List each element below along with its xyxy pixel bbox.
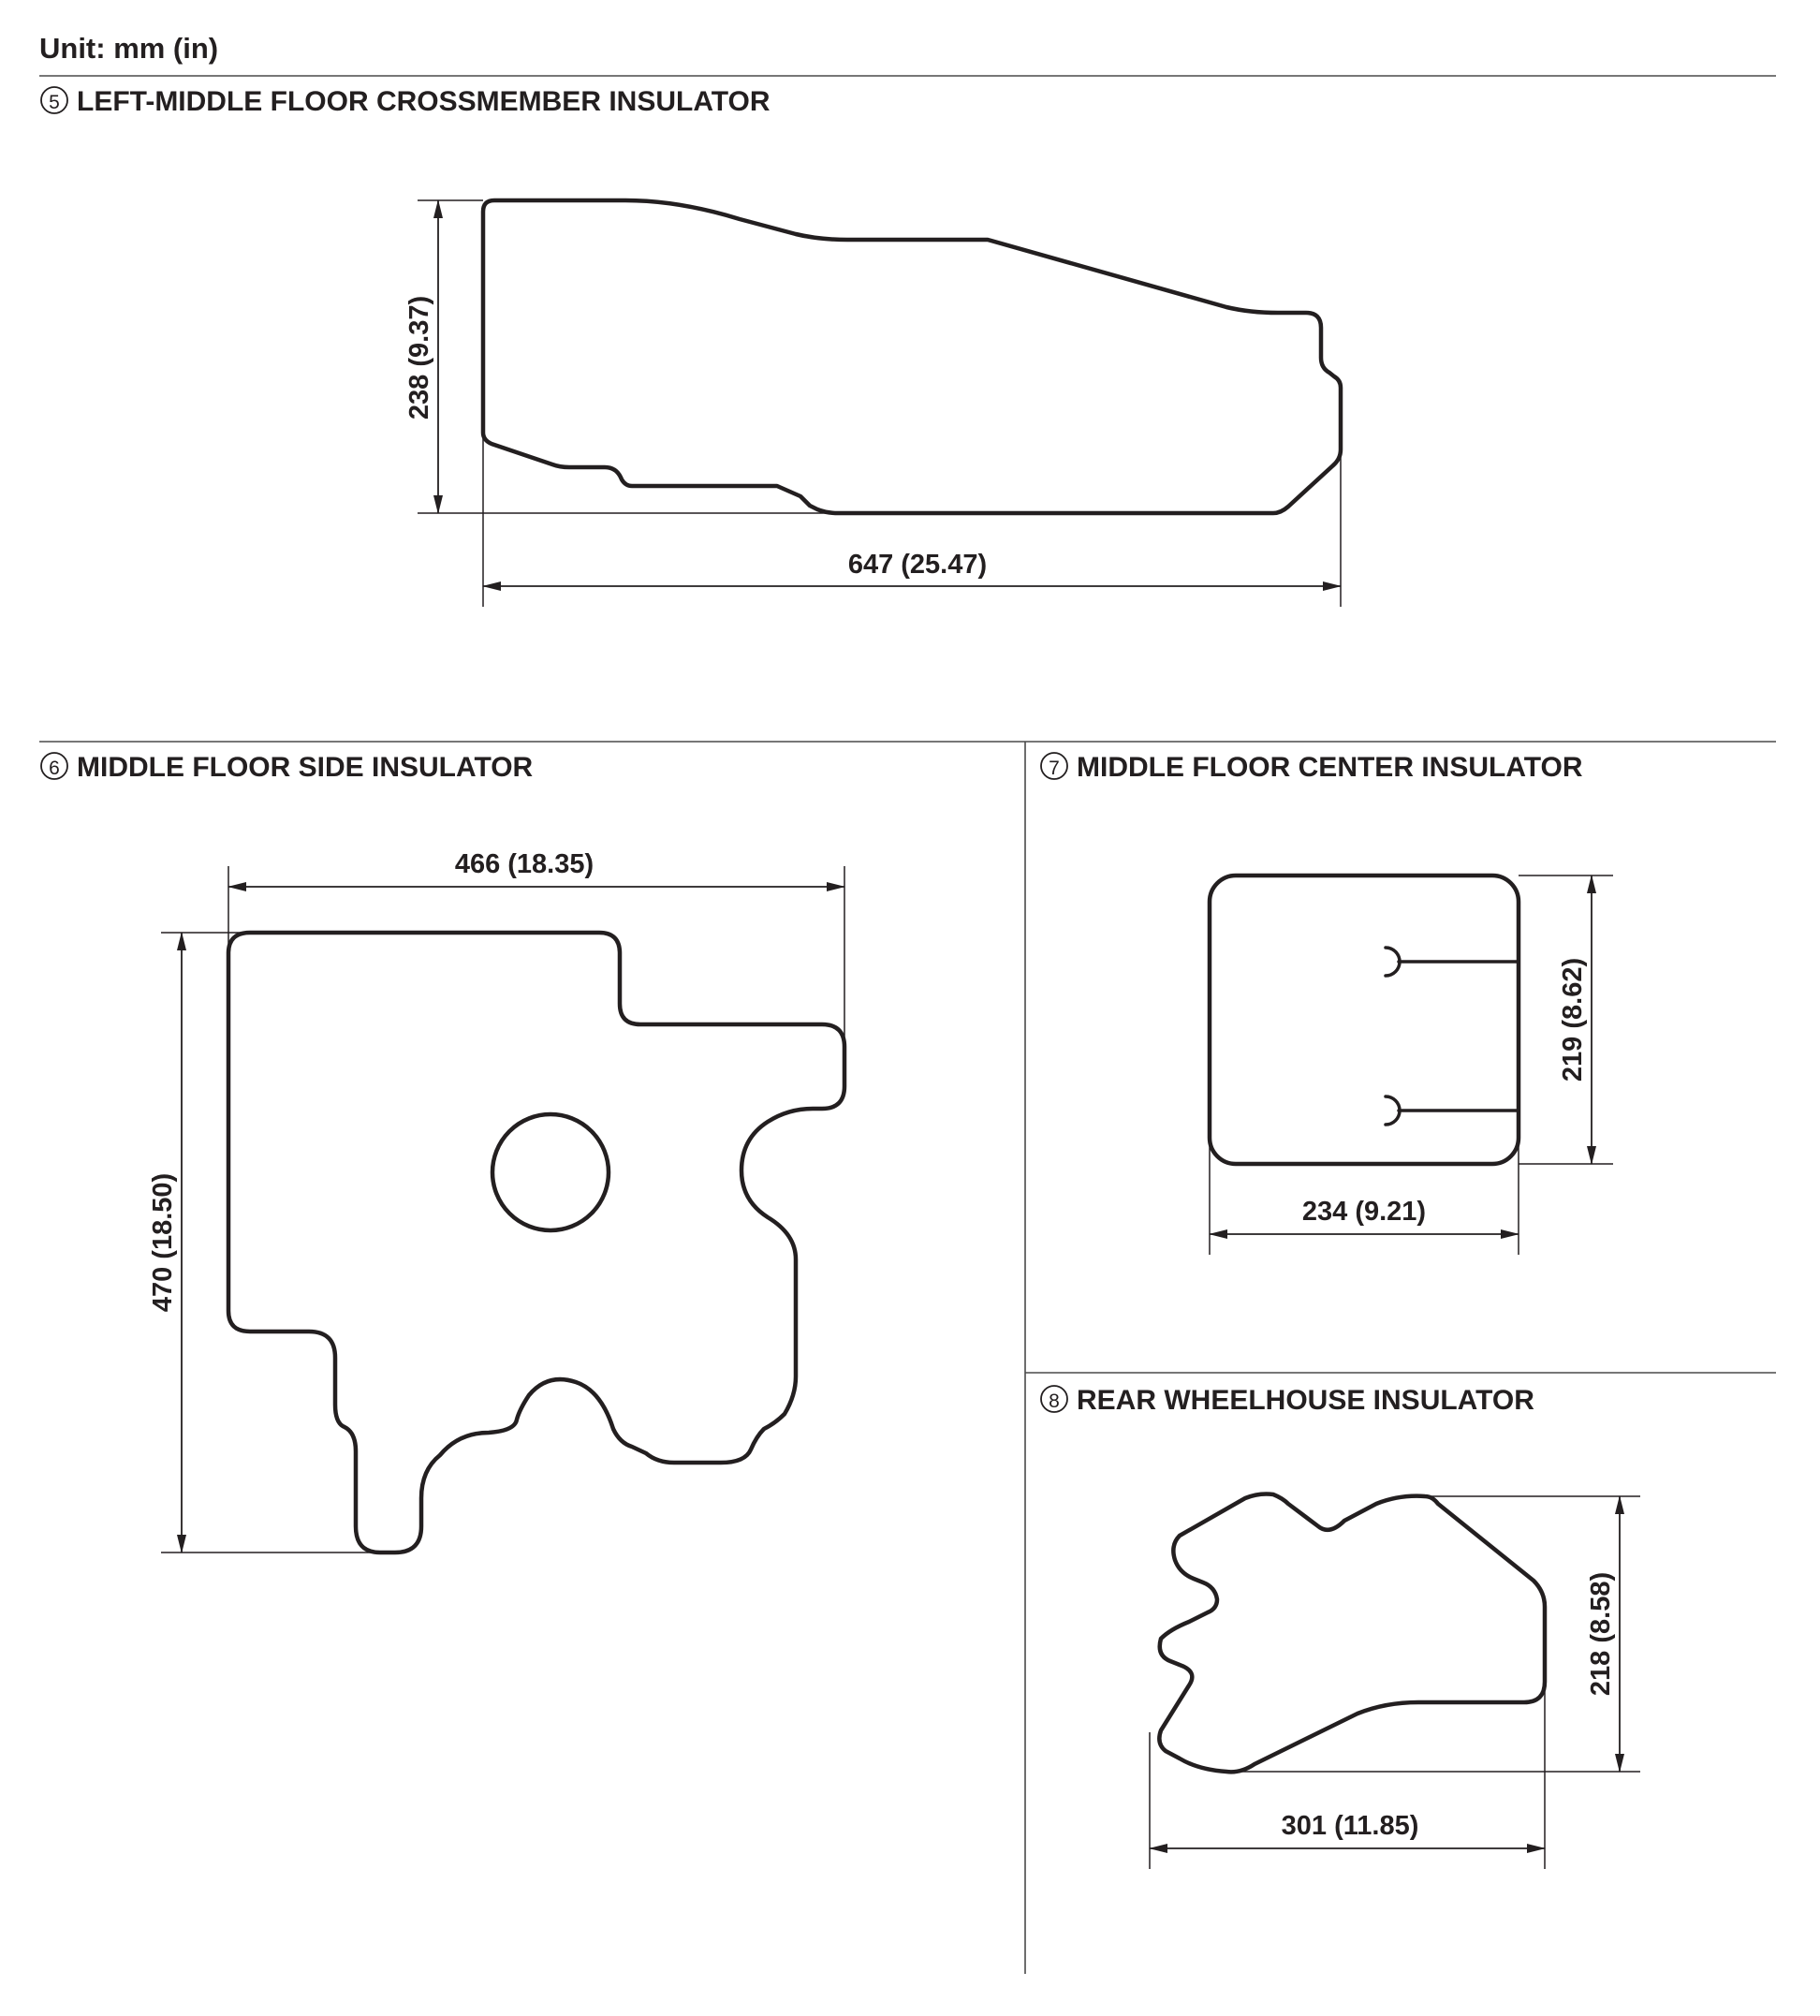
part-7-slit-lower xyxy=(1386,1096,1519,1125)
part-7-number-circle xyxy=(1041,753,1067,779)
part-5-outline xyxy=(483,200,1341,513)
part-5-number: 5 xyxy=(49,92,60,113)
part-8-section xyxy=(1041,1385,1640,1869)
part-8-number: 8 xyxy=(1049,1391,1060,1412)
part-8-title: REAR WHEELHOUSE INSULATOR xyxy=(1077,1385,1534,1416)
part-6-outline xyxy=(228,933,844,1552)
part-8-width-label: 301 (11.85) xyxy=(1281,1811,1419,1841)
part-6-height-label: 470 (18.50) xyxy=(148,1172,178,1313)
part-5-section xyxy=(41,86,1341,607)
part-5-width-label: 647 (25.47) xyxy=(847,550,988,580)
part-5-height-label: 238 (9.37) xyxy=(404,295,434,420)
part-8-number-circle xyxy=(1041,1386,1067,1412)
unit-label: Unit: mm (in) xyxy=(39,32,219,65)
part-6-number-circle xyxy=(41,753,67,779)
part-5-title: LEFT-MIDDLE FLOOR CROSSMEMBER INSULATOR xyxy=(77,86,771,117)
part-7-title: MIDDLE FLOOR CENTER INSULATOR xyxy=(1077,752,1583,783)
part-7-width-label: 234 (9.21) xyxy=(1301,1197,1427,1227)
part-6-width-label: 466 (18.35) xyxy=(454,849,594,879)
part-6-number: 6 xyxy=(49,758,60,779)
part-5-number-circle xyxy=(41,87,67,113)
part-6-center-hole xyxy=(492,1114,609,1230)
part-6-title: MIDDLE FLOOR SIDE INSULATOR xyxy=(77,752,534,783)
part-8-outline xyxy=(1159,1494,1545,1773)
part-7-height-label: 219 (8.62) xyxy=(1558,957,1588,1082)
part-7-number: 7 xyxy=(1049,758,1060,779)
part-7-slit-upper xyxy=(1386,948,1519,976)
part-7-outline xyxy=(1210,876,1519,1164)
part-8-height-label: 218 (8.58) xyxy=(1586,1571,1616,1697)
part-7-section xyxy=(1041,752,1613,1255)
part-6-section xyxy=(41,752,844,1552)
